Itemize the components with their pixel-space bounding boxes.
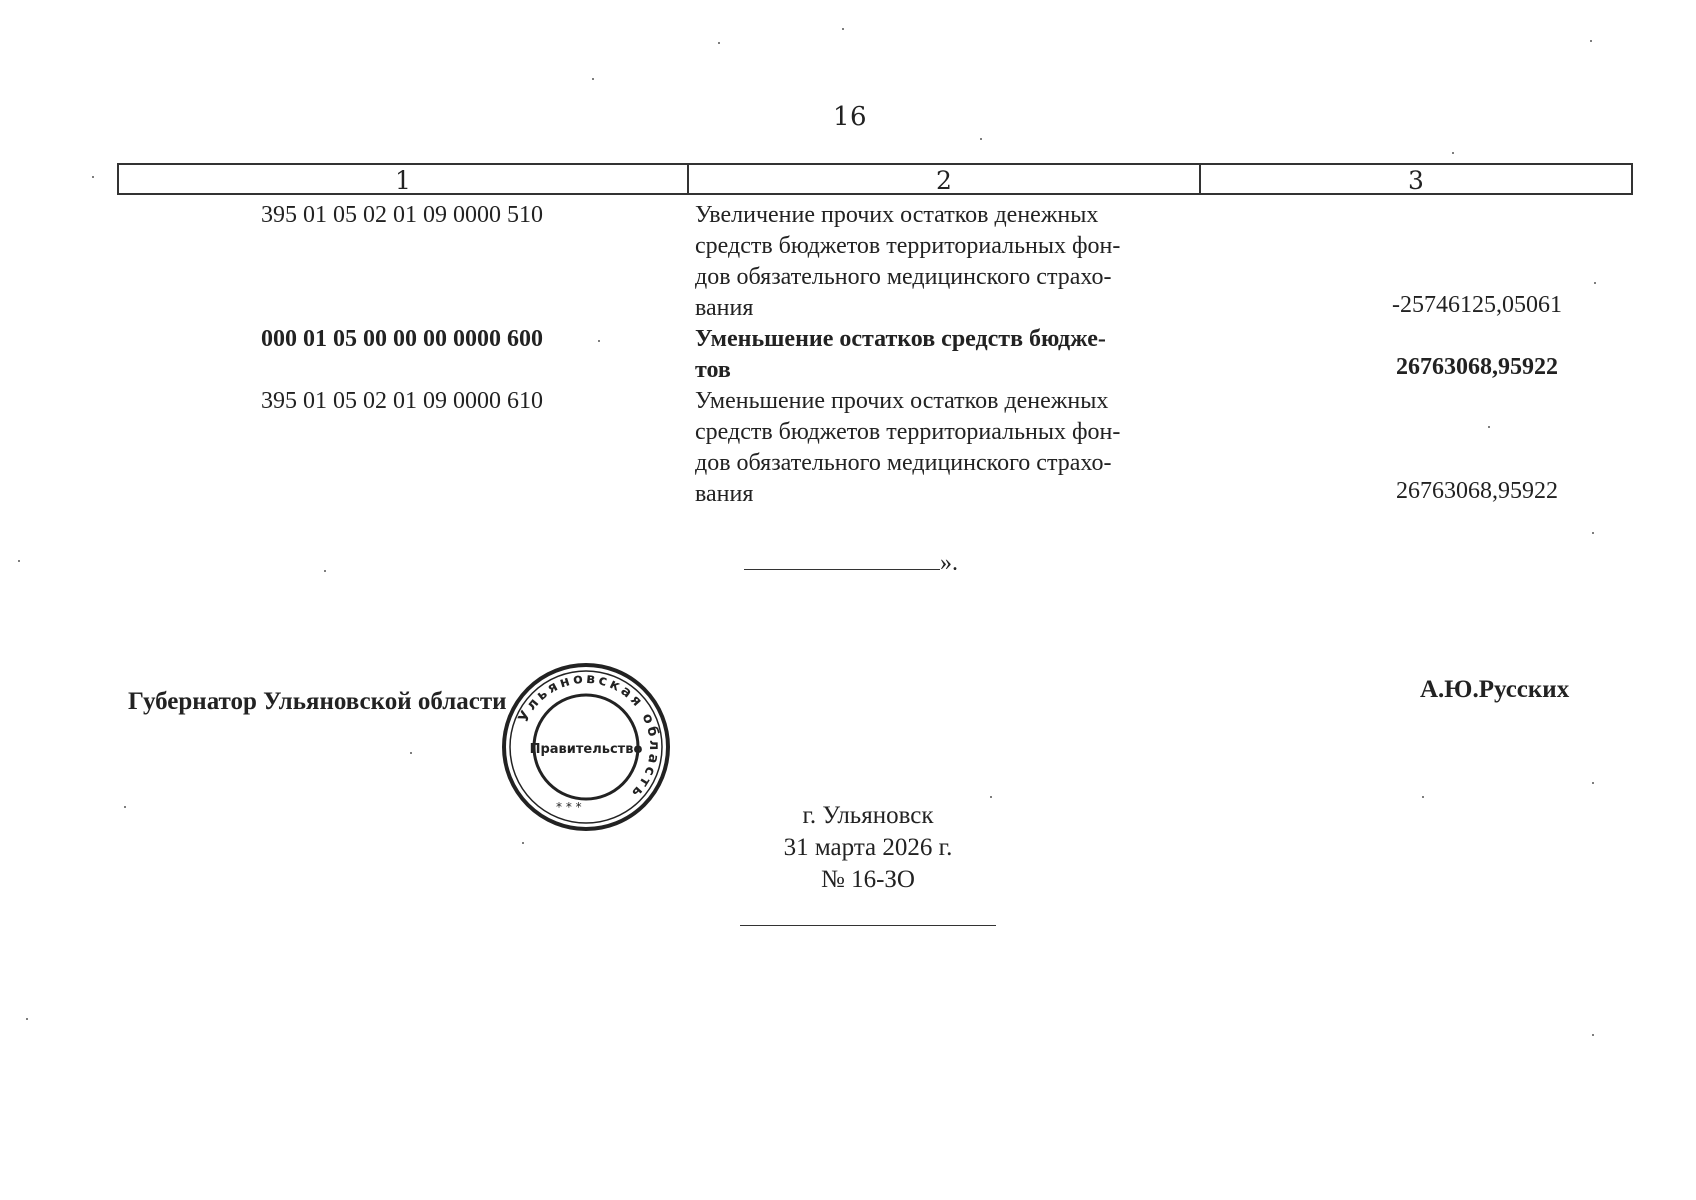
- row-description-line: дов обязательного медицинского страхо-: [695, 264, 1112, 290]
- scan-speck: [1488, 426, 1490, 428]
- scan-speck: [1590, 40, 1592, 42]
- row-description: [695, 386, 1195, 510]
- divider: [740, 925, 996, 926]
- table-row: [117, 324, 1633, 386]
- row-amount: -25746125,05061: [1392, 292, 1562, 318]
- scan-speck: [1452, 152, 1454, 154]
- row-description-line: Уменьшение остатков средств бюдже-: [695, 326, 1106, 352]
- row-description-line: Увеличение прочих остатков денежных: [695, 202, 1099, 228]
- row-description: [695, 200, 1195, 324]
- signatory-name: А.Ю.Русских: [1420, 676, 1570, 703]
- scan-speck: [1422, 796, 1424, 798]
- table-header: [117, 163, 1633, 195]
- scan-speck: [522, 842, 524, 844]
- scan-speck: [1594, 282, 1596, 284]
- document-number: № 16-ЗО: [820, 866, 915, 893]
- closing-mark: ».: [940, 550, 958, 576]
- scan-speck: [1592, 782, 1594, 784]
- scan-speck: [124, 806, 126, 808]
- table-header-col-2: 2: [689, 165, 1201, 193]
- row-description-line: дов обязательного медицинского страхо-: [695, 450, 1112, 476]
- svg-text:* * *: * * *: [556, 800, 582, 814]
- scan-speck: [92, 176, 94, 178]
- place-date-block: [738, 800, 998, 896]
- row-code: 395 01 05 02 01 09 0000 510: [261, 202, 543, 228]
- closing-quote-line: [744, 549, 958, 577]
- row-description-line: вания: [695, 481, 754, 507]
- table-row: [117, 386, 1633, 510]
- scan-speck: [842, 28, 844, 30]
- row-code: 395 01 05 02 01 09 0000 610: [261, 388, 543, 414]
- row-amount: 26763068,95922: [1396, 354, 1558, 380]
- scan-speck: [18, 560, 20, 562]
- svg-text:Ульяновская область: [516, 671, 663, 803]
- scan-speck: [592, 78, 594, 80]
- signatory-title: Губернатор Ульяновской области: [128, 688, 507, 715]
- page-number: 16: [832, 102, 868, 132]
- row-description-line: вания: [695, 295, 754, 321]
- scan-speck: [410, 752, 412, 754]
- row-description: [695, 324, 1195, 386]
- row-description-line: тов: [695, 357, 731, 383]
- scan-speck: [980, 138, 982, 140]
- official-seal-icon: [500, 661, 672, 833]
- table-header-col-3: 3: [1408, 166, 1424, 195]
- date: 31 марта 2026 г.: [783, 834, 953, 861]
- city: г. Ульяновск: [802, 802, 934, 829]
- scan-speck: [324, 570, 326, 572]
- row-amount: 26763068,95922: [1396, 478, 1558, 504]
- seal-ring-text: Ульяновская область: [515, 670, 663, 803]
- scan-speck: [26, 1018, 28, 1020]
- scan-speck: [718, 42, 720, 44]
- table-header-col-1: 1: [119, 165, 689, 193]
- row-code: 000 01 05 00 00 00 0000 600: [261, 326, 543, 352]
- scan-speck: [1592, 1034, 1594, 1036]
- scan-speck: [990, 796, 992, 798]
- seal-center-text: Правительство: [529, 742, 643, 757]
- row-description-line: средств бюджетов территориальных фон-: [695, 233, 1121, 259]
- row-description-line: Уменьшение прочих остатков денежных: [695, 388, 1109, 414]
- row-description-line: средств бюджетов территориальных фон-: [695, 419, 1121, 445]
- scan-speck: [1592, 532, 1594, 534]
- blank-underline: [744, 549, 940, 570]
- scan-speck: [598, 340, 600, 342]
- table-row: [117, 200, 1633, 324]
